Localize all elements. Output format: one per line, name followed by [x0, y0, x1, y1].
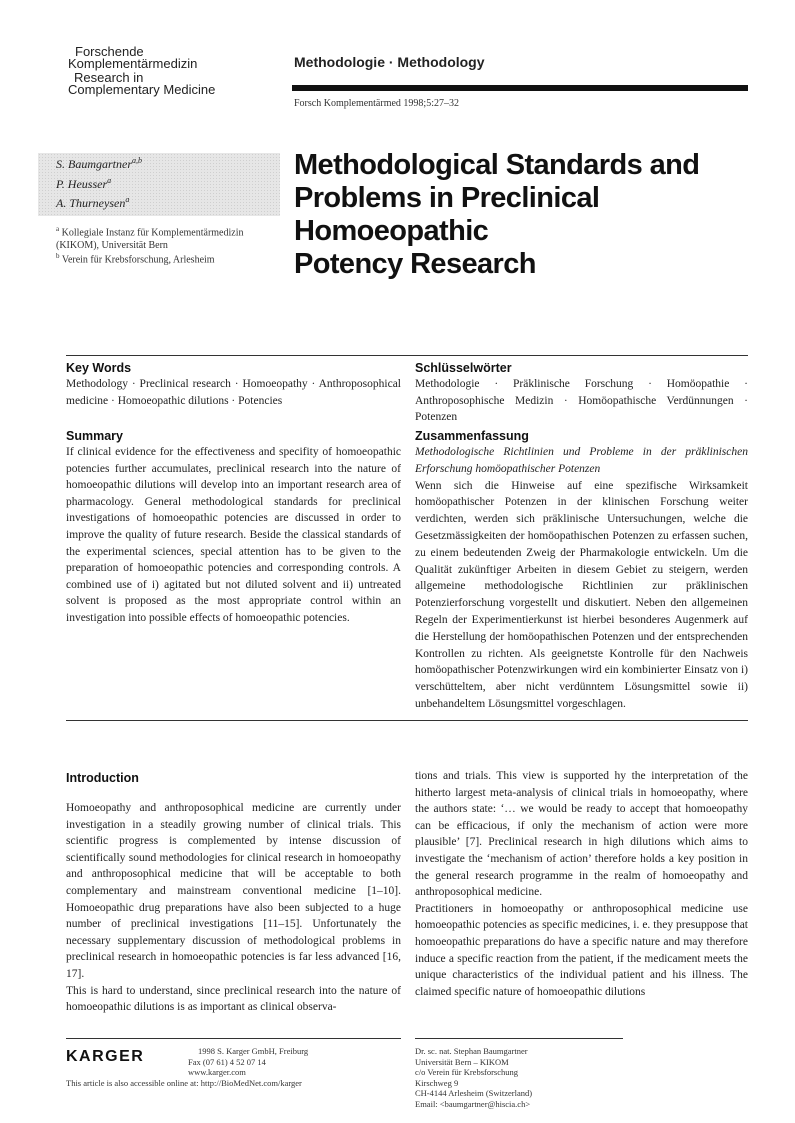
footer-rule-left [66, 1038, 401, 1039]
publisher-line: Fax (07 61) 4 52 07 14 [188, 1056, 266, 1067]
summary [66, 429, 401, 627]
title-line: Methodological Standards and [294, 149, 700, 181]
keywords-heading: Schlüsselwörter [415, 361, 512, 375]
publisher-info [188, 1046, 398, 1078]
zusammenfassung-title: Methodologische Richtlinien und Probleme in der präklinischen Erforschung homöopathischer Potenzen [415, 446, 748, 475]
section-heading: Methodologie · Methodology [294, 54, 485, 70]
keywords-en [66, 361, 401, 409]
logo-line: Forschende [75, 44, 144, 59]
authors-box [38, 153, 280, 216]
author: P. Heusser$^a$ [56, 176, 112, 191]
address-line: c/o Verein für Krebsforschung [415, 1067, 518, 1077]
address-line: Dr. sc. nat. Stephan Baumgartner [415, 1046, 528, 1056]
email-link[interactable]: Email: <baumgartner@hiscia.ch> [415, 1098, 531, 1109]
zusammenfassung [415, 429, 748, 713]
affiliation: $^a$ Kollegiale Instanz für Komplementärmedizin (KIKOM), Universität Bern [56, 225, 244, 251]
correspondence-address [415, 1046, 715, 1109]
keywords-text: Methodologie · Präklinische Forschung · Homöopathie · Anthroposophische Medizin · Homöopathische Verdünnungen · Potenzen [415, 378, 748, 424]
publisher-line: 1998 S. Karger GmbH, Freiburg [198, 1046, 309, 1056]
intro-column-left [66, 800, 401, 1016]
summary-heading: Summary [66, 429, 123, 443]
title-line: Problems in Preclinical Homoeopathic [294, 182, 600, 247]
paragraph: tions and trials. This view is supported hy the interpretation of the hitherto largest meta-analysis of clinical trials in homoeopathy, where the authors state: ‘… we would be ready to accept that homoeopathy can be efficacious, if only the mechanism of action were more plausible’ [7]. Preclinical research in high dilutions which aims to investigate the ‘mechanism of action’ therefore holds a key position in the general research programme in the realm of homoeopathy and anthroposophical medicine. [415, 770, 748, 899]
address-line: Kirschweg 9 [415, 1077, 459, 1088]
journal-logo [66, 46, 266, 96]
zusammenfassung-text: Wenn sich die Hinweise auf eine spezifische Wirksamkeit homöopathischer Potenzen in der klinischen Forschung weiter verdichten, werden sich präklinische Untersuchungen, welche die Gesetzmässigkeiten der homöopathischen Potenzen zu erfassen suchen, zu einem bedeutenden Zweig der Pharmakologie entwickeln. Um die Qualität zukünftiger Arbeiten in diesem Gebiet zu steigern, werden allgemeine methodologische Richtlinien zur präklinischen Potenzierforschung vorgestellt und diskutiert. Neben den allgemeinen Regeln der Experimentierkunst ist hierbei besonderes Augenmerk auf die Herstellung der homöopathischen Potenzen und der entsprechenden Kontrollen zu richten. Als geeignetste Kontrolle für den Nachweis homöopathischer Potenzwirkungen wird ein kombinierter Einsatz von i) verschütteltem, aber nicht verdünntem Lösungsmittel sowie ii) unbehandeltem Lösungsmittel vorgeschlagen. [415, 479, 748, 710]
header-bar [292, 85, 748, 91]
paragraph: Homoeopathy and anthroposophical medicine are currently under investigation in a steadily growing number of clinical trials. This scientific progress is complemented by intense discussion of scientifically sound methodologies for clinical research in homoeopathy and anthroposophical medicine that will be acceptable to both complementary and mainstream conventional medicine [1–10]. Homoeopathic drug preparations have also been subjected to a huge number of preclinical investigations [11–15]. Unfortunately the necessary supplementary discussion of methodological problems in preclinical research in homoeopathic potencies is far less advanced [16, 17]. [66, 802, 401, 980]
address-line: CH-4144 Arlesheim (Switzerland) [415, 1088, 533, 1098]
title-line: Potency Research [294, 248, 536, 280]
author: S. Baumgartner$^{a,b}$ [56, 156, 142, 171]
keywords-heading: Key Words [66, 361, 132, 375]
affiliation: $^b$ Verein für Krebsforschung, Arlesheim [56, 252, 215, 266]
paragraph: This is hard to understand, since preclinical research into the nature of homoeopathic dilutions is as important as clinical observa- [66, 984, 401, 1014]
footer-rule-right [415, 1038, 623, 1039]
zusammenfassung-heading: Zusammenfassung [415, 429, 529, 443]
address-line: Universität Bern – KIKOM [415, 1056, 509, 1067]
author: A. Thurneysen$^a$ [56, 195, 130, 210]
abstract-bottom-rule [66, 720, 748, 721]
citation: Forsch Komplementärmed 1998;5:27–32 [294, 98, 459, 109]
keywords-de [415, 361, 748, 426]
keywords-text: Methodology · Preclinical research · Homoeopathy · Anthroposophical medicine · Homoeopathic dilutions · Potencies [66, 378, 401, 407]
logo-line: Komplementärmedizin [68, 56, 198, 71]
article-title [294, 149, 754, 281]
publisher-logo: KARGER [66, 1048, 145, 1065]
publisher-line: www.karger.com [188, 1067, 246, 1077]
abstract-top-rule [66, 355, 748, 356]
logo-line: Complementary Medicine [68, 82, 216, 97]
intro-column-right [415, 768, 748, 1000]
paragraph: Practitioners in homoeopathy or anthroposophical medicine use homoeopathic potencies as specific medicines, i. e. they presuppose that homoeopathic preparations do have a specific nature and may therefore induce a specific reaction from the patient, if the medicament meets the unique characteristics of the individual patient and his illness. The claimed specific nature of homoeopathic dilutions [415, 902, 748, 998]
introduction-heading: Introduction [66, 771, 139, 785]
logo-line: Research in [74, 70, 144, 85]
online-access-note: This article is also accessible online at: http://BioMedNet.com/karger [66, 1078, 302, 1088]
summary-text: If clinical evidence for the effectiveness and specifity of homoeopathic potencies further accumulates, preclinical research into the nature of homoeopathic dilutions will develop into an important research area of pharmacology. General methodological standards for preclinical investigations of homoeopathic potencies are discussed in order to improve the quality of future research. Beside the classical standards of the experimental sciences, special attention has to be given to the preparation of homoeopathic potencies and corresponding controls. A combined use of i) agitated but not diluted solvent and ii) untreated solvent is proposed as the most appropriate control within an investigation into possible effects of homoeopathic potencies. [66, 446, 401, 624]
